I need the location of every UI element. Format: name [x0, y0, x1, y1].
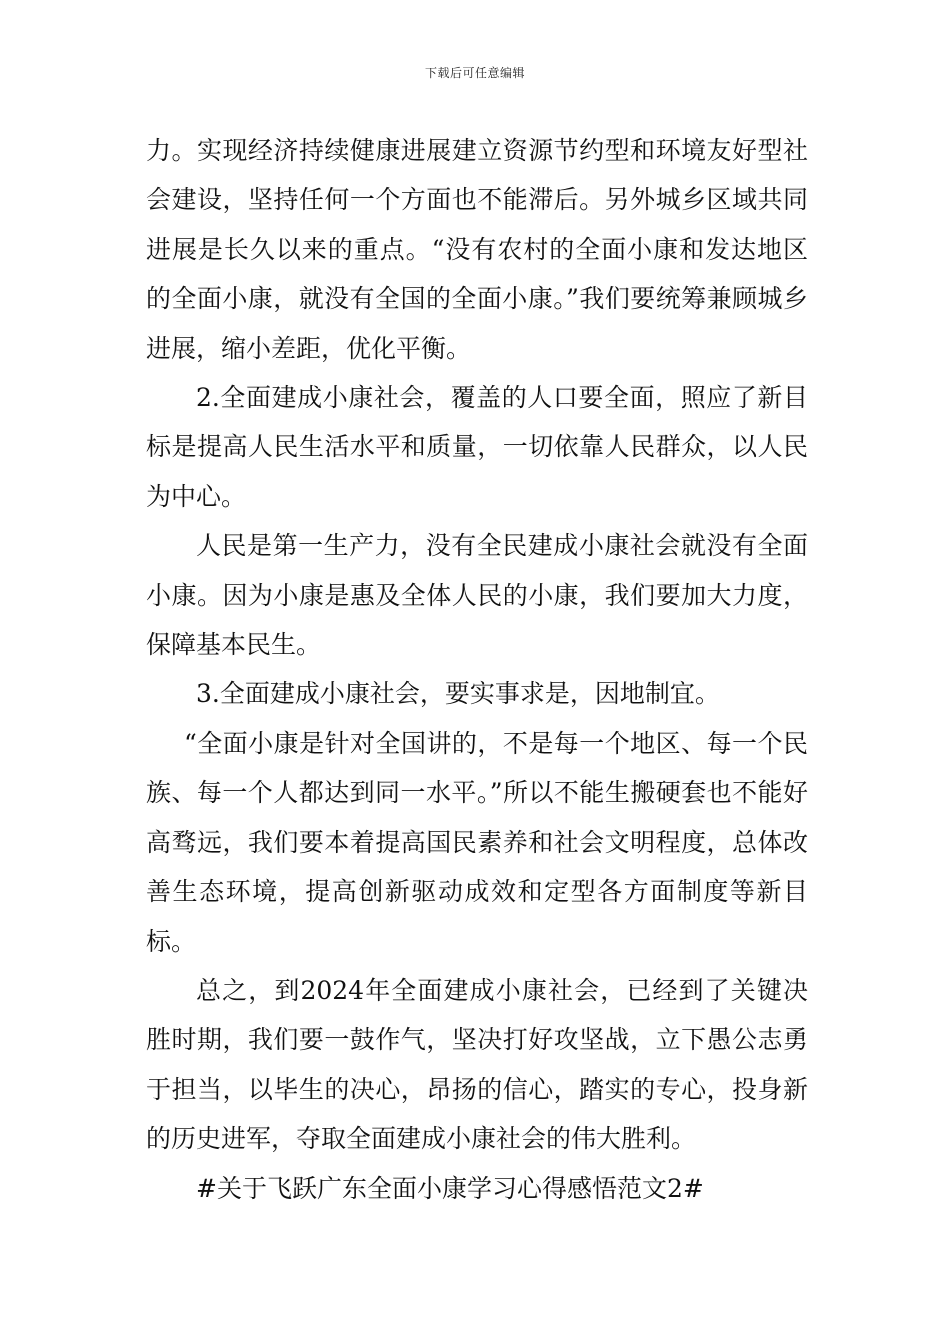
page-header: 下载后可任意编辑: [424, 66, 525, 80]
paragraph-3: 人民是第一生产力，没有全民建成小康社会就没有全面小康。因为小康是惠及全体人民的小康，我们要加大力度，保障基本民生。: [146, 531, 808, 660]
section-heading: #关于飞跃广东全面小康学习心得感悟范文2#: [196, 1173, 704, 1203]
paragraph-1: 力。实现经济持续健康进展建立资源节约型和环境友好型社会建设，坚持任何一个方面也不能滞后。另外城乡区域共同进展是长久以来的重点。“没有农村的全面小康和发达地区的全面小康，就没有全国的全面小康。”我们要统筹兼顾城乡进展，缩小差距，优化平衡。: [146, 136, 808, 363]
paragraph-6: 总之，到2024年全面建成小康社会，已经到了关键决胜时期，我们要一鼓作气，坚决打好攻坚战，立下愚公志勇于担当，以毕生的决心，昂扬的信心，踏实的专心，投身新的历史进军，夺取全面建成小康社会的伟大胜利。: [146, 975, 808, 1154]
paragraph-5: “全面小康是针对全国讲的，不是每一个地区、每一个民族、每一个人都达到同一水平。”所以不能生搬硬套也不能好高骛远，我们要本着提高国民素养和社会文明程度，总体改善生态环境，提高创新驱动成效和定型各方面制度等新目标。: [146, 728, 808, 956]
paragraph-4: 3.全面建成小康社会，要实事求是，因地制宜。: [196, 679, 720, 709]
document-body: [146, 126, 808, 1213]
paragraph-2: 2.全面建成小康社会，覆盖的人口要全面，照应了新目标是提高人民生活水平和质量，一切依靠人民群众，以人民为中心。: [146, 383, 808, 511]
